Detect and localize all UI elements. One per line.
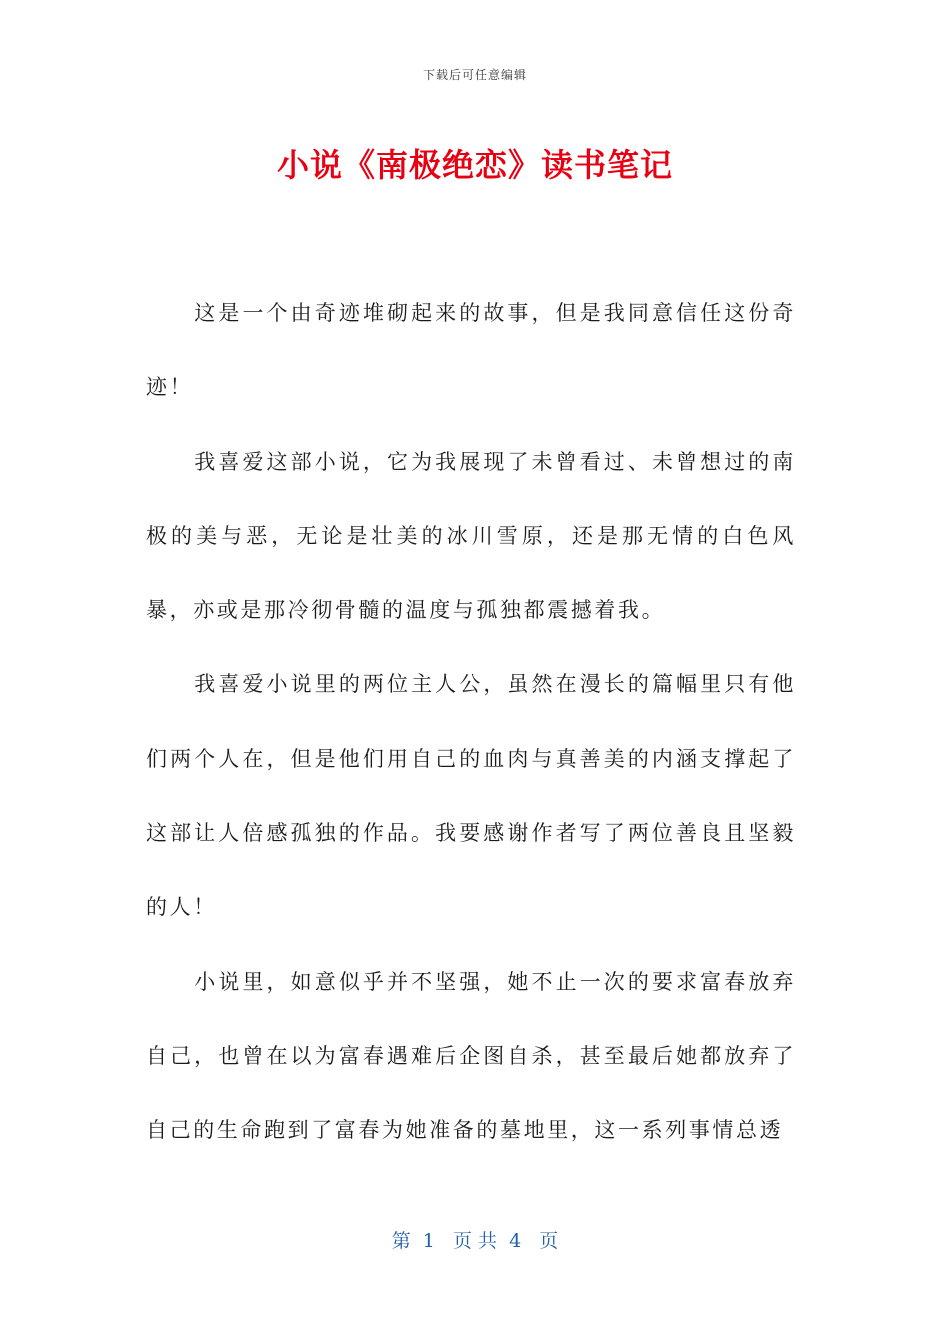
page-number-footer: 第 1 页 共 4 页 [391,1230,559,1252]
document-body [146,276,796,1168]
paragraph-4: 小说里，如意似乎并不坚强，她不止一次的要求富春放弃自己，也曾在以为富春遇难后企图自杀，甚至最后她都放弃了自己的生命跑到了富春为她准备的墓地里，这一系列事情总透 [146,969,796,1143]
document-title: 小说《南极绝恋》读书笔记 [276,146,673,184]
paragraph-2: 我喜爱这部小说，它为我展现了未曾看过、未曾想过的南极的美与恶，无论是壮美的冰川雪原，还是那无情的白色风暴，亦或是那冷彻骨髓的温度与孤独都震撼着我。 [146,449,796,623]
paragraph-1: 这是一个由奇迹堆砌起来的故事，但是我同意信任这份奇迹！ [146,301,796,400]
header-note: 下载后可任意编辑 [422,68,527,82]
paragraph-3: 我喜爱小说里的两位主人公，虽然在漫长的篇幅里只有他们两个人在，但是他们用自己的血肉与真善美的内涵支撑起了这部让人倍感孤独的作品。我要感谢作者写了两位善良且坚毅的人！ [146,672,796,920]
